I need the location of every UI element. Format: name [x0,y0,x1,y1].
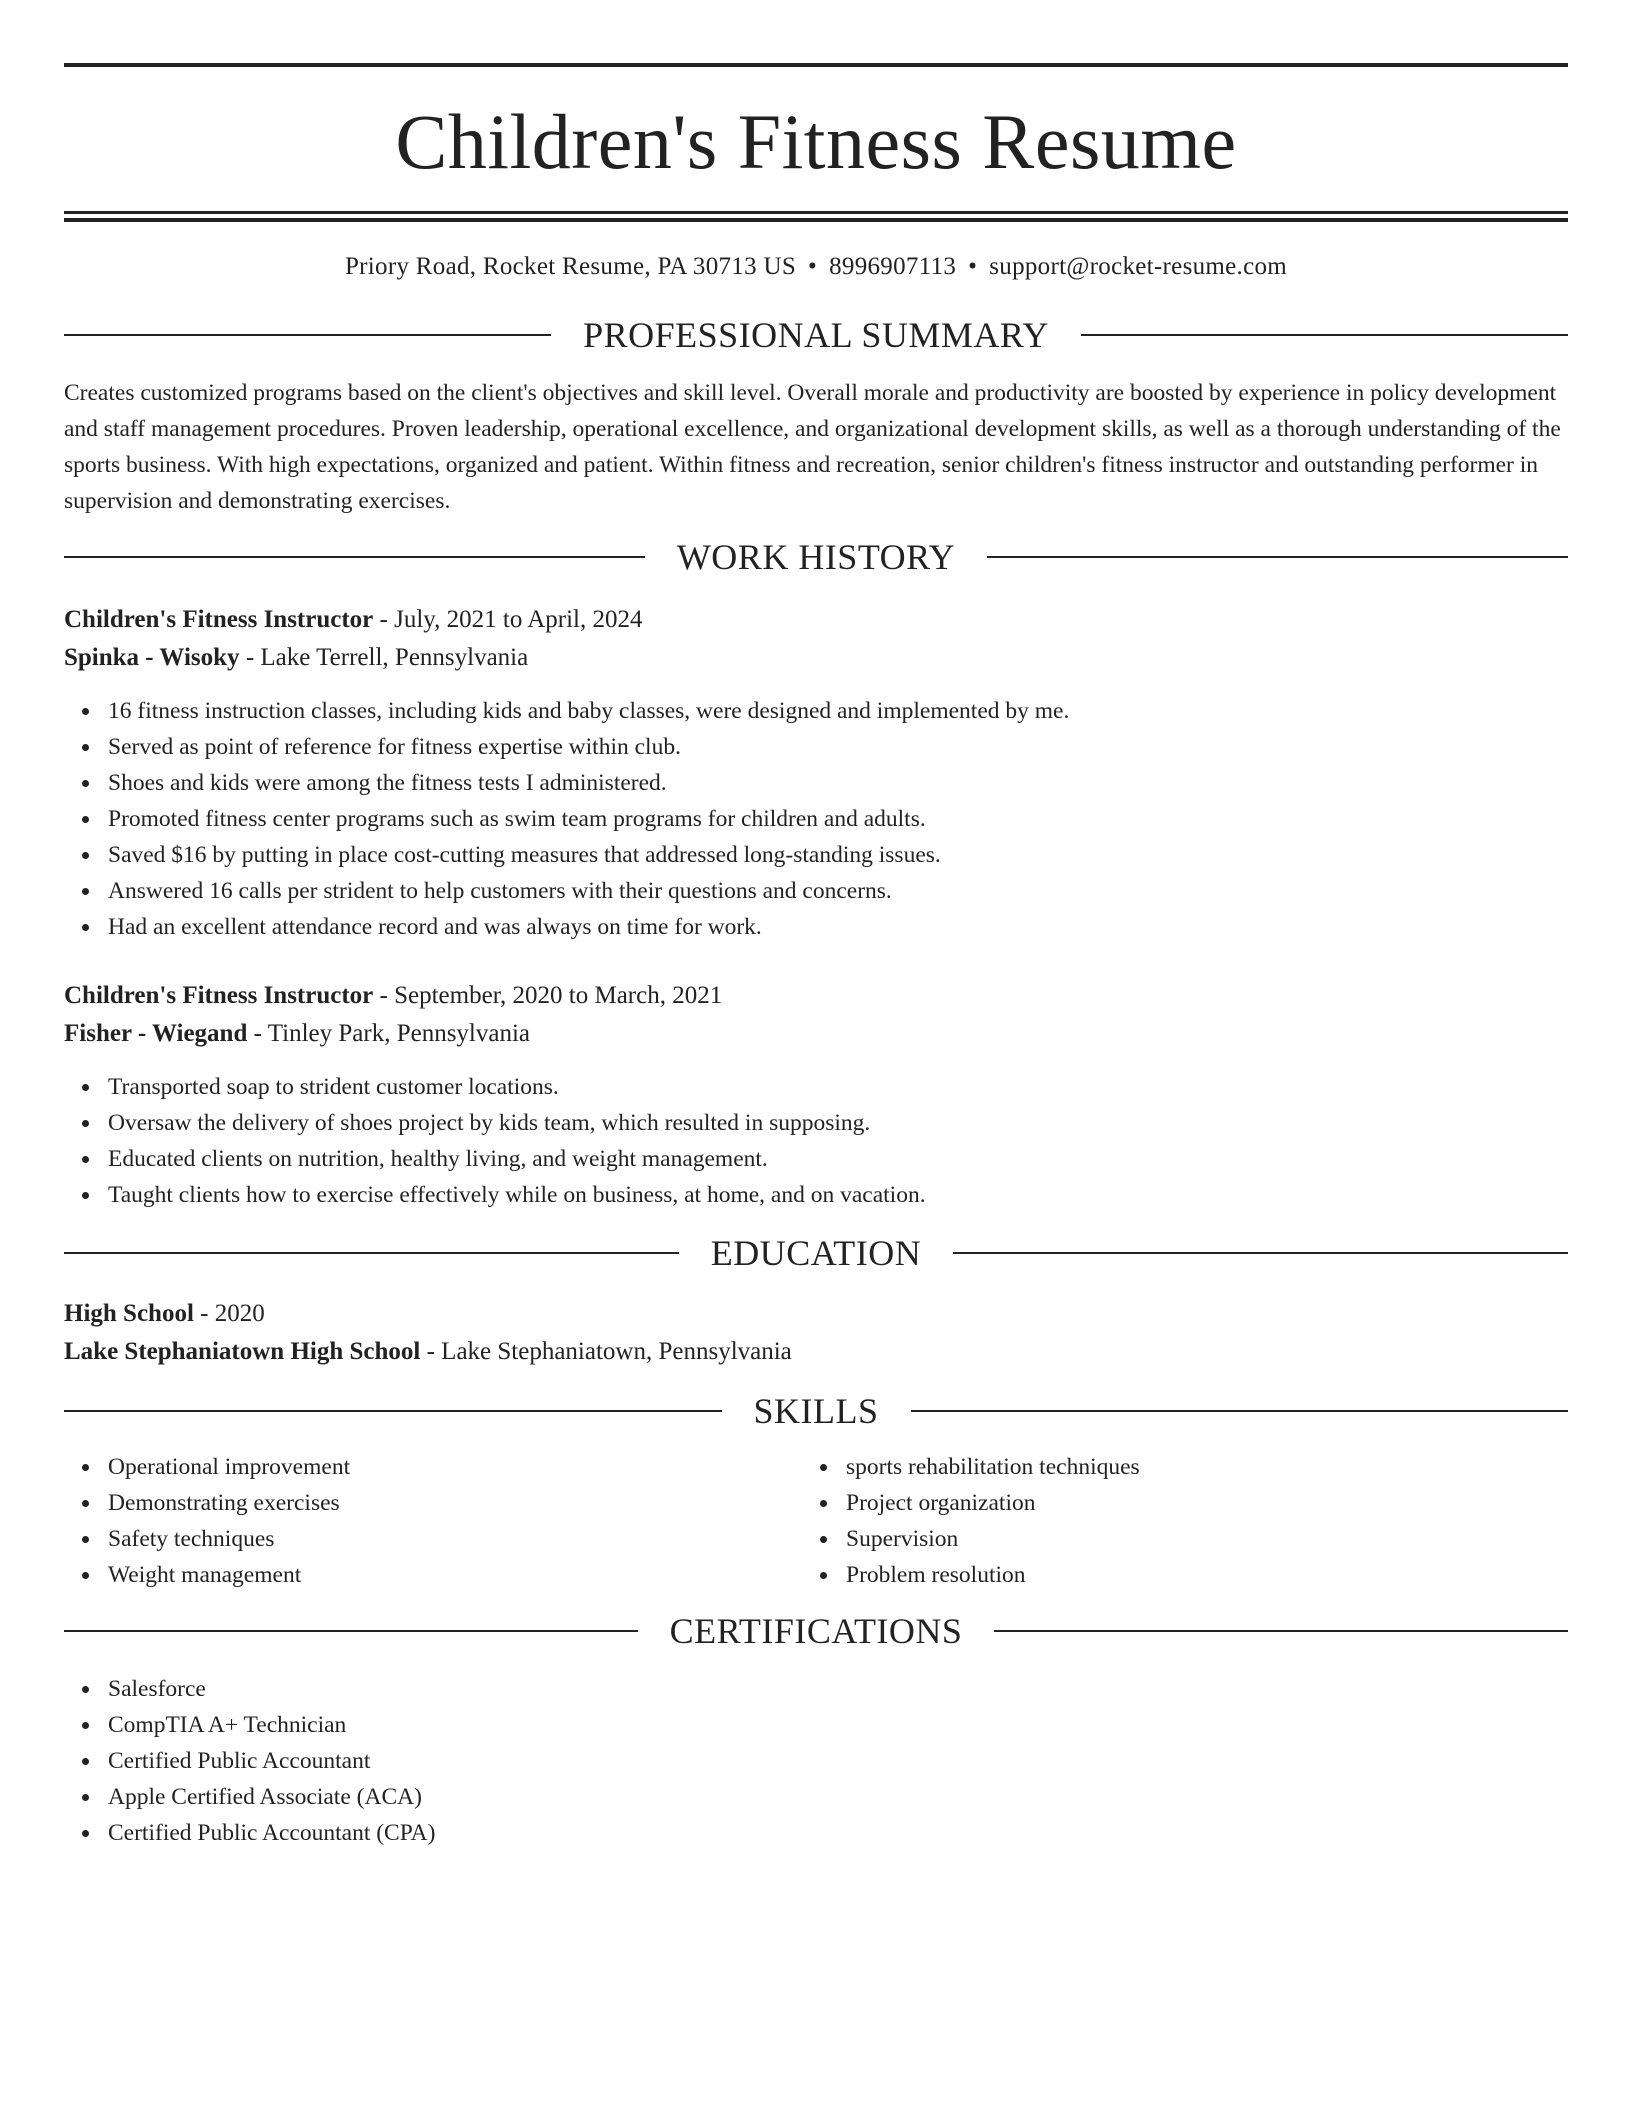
heading-rule-right [987,556,1568,558]
job-dates: - September, 2020 to March, 2021 [373,982,723,1009]
heading-rule-left [64,334,551,336]
education-degree: High School [64,1300,194,1327]
job-bullet-list [64,1069,1568,1213]
heading-rule-right [994,1630,1568,1632]
contact-separator: • [808,253,818,280]
job-company: Spinka - Wisoky [64,644,240,671]
list-item: Project organization [846,1485,1568,1521]
job-company-line [64,1015,1568,1053]
list-item: Certified Public Accountant [108,1743,1568,1779]
skills-list-left [64,1449,816,1593]
job-dates: - July, 2021 to April, 2024 [373,606,643,633]
contact-address: Priory Road, Rocket Resume, PA 30713 US [344,253,797,280]
list-item: Answered 16 calls per strident to help customers with their questions and concerns. [108,873,1568,909]
job-company-line [64,639,1568,677]
job-title-line [64,977,1568,1015]
list-item: Had an excellent attendance record and was always on time for work. [108,909,1568,945]
list-item: CompTIA A+ Technician [108,1707,1568,1743]
heading-rule-right [953,1252,1568,1254]
job-entry [64,601,1568,945]
certifications-heading: CERTIFICATIONS [669,1611,963,1651]
skills-heading: SKILLS [753,1391,879,1431]
education-degree-line [64,1295,1568,1333]
skills-list-right [816,1449,1568,1593]
heading-rule-right [1081,334,1568,336]
skills-columns [64,1449,1568,1593]
heading-rule-left [64,1630,638,1632]
heading-rule-left [64,556,645,558]
education-heading: EDUCATION [710,1233,922,1273]
certifications-list [64,1671,1568,1851]
job-location: - Lake Terrell, Pennsylvania [239,644,529,671]
education-location: - Lake Stephaniatown, Pennsylvania [420,1338,792,1365]
job-title: Children's Fitness Instructor [64,606,374,633]
contact-phone: 8996907113 [829,253,957,280]
list-item: Oversaw the delivery of shoes project by kids team, which resulted in supposing. [108,1105,1568,1141]
education-school-line [64,1333,1568,1371]
summary-heading: PROFESSIONAL SUMMARY [583,315,1049,355]
heading-rule-left [64,1252,679,1254]
job-company: Fisher - Wiegand [64,1020,248,1047]
work-heading: WORK HISTORY [676,537,956,577]
summary-text: Creates customized programs based on the client's objectives and skill level. Overall morale and productivity are boosted by experience in policy development and staff management procedures. Proven leadership, operational excellence, and organizational development skills, as well as a thorough understanding of the sports business. With high expectations, organized and patient. Within fitness and recreation, senior children's fitness instructor and outstanding performer in supervision and demonstrating exercises. [64,380,1561,514]
list-item: Apple Certified Associate (ACA) [108,1779,1568,1815]
resume-title: Children's Fitness Resume [395,98,1237,185]
list-item: Weight management [108,1557,816,1593]
list-item: Demonstrating exercises [108,1485,816,1521]
list-item: Operational improvement [108,1449,816,1485]
skills-column-left [64,1449,816,1593]
contact-line [64,254,1568,279]
job-entry [64,977,1568,1213]
list-item: Shoes and kids were among the fitness tests I administered. [108,765,1568,801]
skills-section-heading [64,1393,1568,1429]
list-item: Certified Public Accountant (CPA) [108,1815,1568,1851]
contact-separator: • [968,253,978,280]
job-location: - Tinley Park, Pennsylvania [247,1020,531,1047]
summary-section-heading [64,317,1568,353]
top-rule [64,63,1568,67]
education-section-heading [64,1235,1568,1271]
skills-column-right [816,1449,1568,1593]
work-section-heading [64,539,1568,575]
education-entry [64,1295,1568,1371]
contact-email[interactable]: support@rocket-resume.com [989,253,1288,280]
list-item: Educated clients on nutrition, healthy living, and weight management. [108,1141,1568,1177]
job-title: Children's Fitness Instructor [64,982,374,1009]
list-item: 16 fitness instruction classes, including kids and baby classes, were designed and implemented by me. [108,693,1568,729]
heading-rule-left [64,1410,722,1412]
list-item: Transported soap to strident customer locations. [108,1069,1568,1105]
list-item: Saved $16 by putting in place cost-cutting measures that addressed long-standing issues. [108,837,1568,873]
education-year: - 2020 [193,1300,265,1327]
job-bullet-list [64,693,1568,945]
list-item: Promoted fitness center programs such as swim team programs for children and adults. [108,801,1568,837]
list-item: Safety techniques [108,1521,816,1557]
heading-rule-right [911,1410,1569,1412]
job-title-line [64,601,1568,639]
list-item: Problem resolution [846,1557,1568,1593]
title-double-rule [64,211,1568,222]
list-item: Salesforce [108,1671,1568,1707]
list-item: Served as point of reference for fitness expertise within club. [108,729,1568,765]
list-item: Taught clients how to exercise effectively while on business, at home, and on vacation. [108,1177,1568,1213]
list-item: Supervision [846,1521,1568,1557]
certifications-section-heading [64,1613,1568,1649]
education-school: Lake Stephaniatown High School [64,1338,421,1365]
list-item: sports rehabilitation techniques [846,1449,1568,1485]
